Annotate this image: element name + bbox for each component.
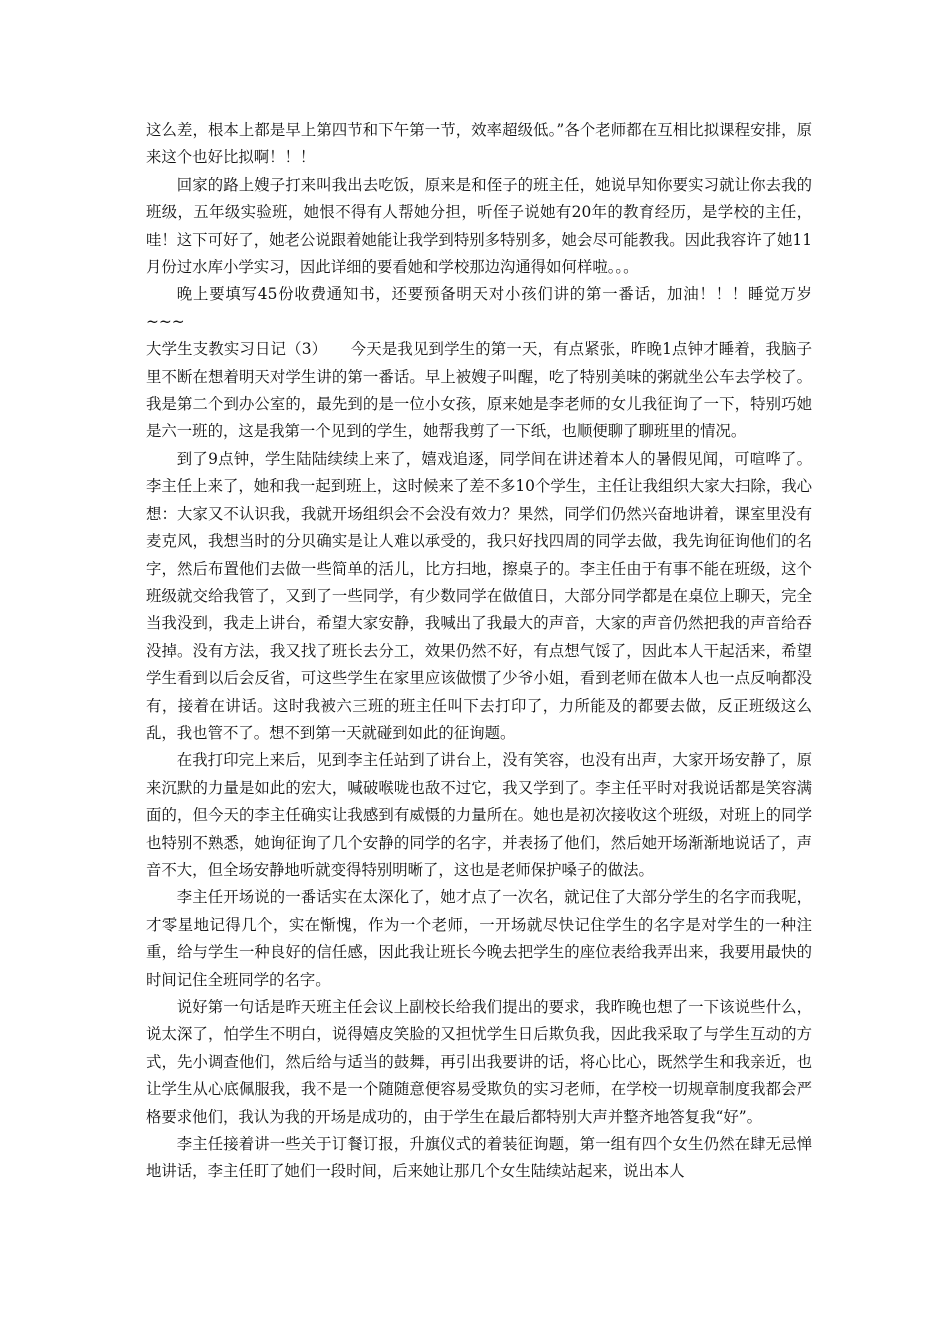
paragraph-2: 回家的路上嫂子打来叫我出去吃饭，原来是和侄子的班主任，她说早知你要实习就让你去我的班级，五年级实验班，她恨不得有人帮她分担，听侄子说她有20年的教育经历，是学校的主任，哇！这下可好了，她老公说跟着她能让我学到特别多特别多，她会尽可能教我。因此我容许了她11月份过水库小学实习，因此详细的要看她和学校那边沟通得如何样啦。。。 [146, 175, 812, 277]
paragraph-8: 说好第一句话是昨天班主任会议上副校长给我们提出的要求，我昨晚也想了一下该说些什么，说太深了，怕学生不明白，说得嬉皮笑脸的又担忧学生日后欺负我，因此我采取了与学生互动的方式，先小调查他们，然后给与适当的鼓舞，再引出我要讲的话，将心比心，既然学生和我亲近，也让学生从心底佩服我，我不是一个随随意便容易受欺负的实习老师，在学校一切规章制度我都会严格要求他们，我认为我的开场是成功的，由于学生在最后都特别大声并整齐地答复我“好”。 [146, 998, 812, 1126]
paragraph-7: 李主任开场说的一番话实在太深化了，她才点了一次名，就记住了大部分学生的名字而我呢，才零星地记得几个，实在惭愧，作为一个老师，一开场就尽快记住学生的名字是对学生的一种注重，给与学生一种良好的信任感，因此我让班长今晚去把学生的座位表给我弄出来，我要用最快的时间记住全班同学的名字。 [146, 888, 812, 989]
paragraph-4-diary-heading: 大学生支教实习日记（3） 今天是我见到学生的第一天，有点紧张，昨晚1点钟才睡着，我脑子里不断在想着明天对学生讲的第一番话。早上被嫂子叫醒，吃了特别美味的粥就坐公车去学校了。我是第二个到办公室的，最先到的是一位小女孩，原来她是李老师的女儿我征询了一下，特别巧她是六一班的，这是我第一个见到的学生，她帮我剪了一下纸，也顺便聊了聊班里的情况。 [146, 340, 812, 441]
paragraph-6: 在我打印完上来后，见到李主任站到了讲台上，没有笑容，也没有出声，大家开场安静了，原来沉默的力量是如此的宏大，喊破喉咙也敌不过它，我又学到了。李主任平时对我说话都是笑容满面的，但今天的李主任确实让我感到有威慑的力量所在。她也是初次接收这个班级，对班上的同学也特别不熟悉，她询征询了几个安静的同学的名字，并表扬了他们，然后她开场渐渐地说话了，声音不大，但全场安静地听就变得特别明晰了，这也是老师保护嗓子的做法。 [146, 751, 812, 879]
paragraph-1: 这么差，根本上都是早上第四节和下午第一节，效率超级低。”各个老师都在互相比拟课程安排，原来这个也好比拟啊！！！ [146, 121, 812, 167]
paragraph-9: 李主任接着讲一些关于订餐订报，升旗仪式的着装征询题，第一组有四个女生仍然在肆无忌惮地讲话，李主任盯了她们一段时间，后来她让那几个女生陆续站起来，说出本人 [146, 1135, 812, 1181]
document-body [146, 117, 812, 1186]
paragraph-5: 到了9点钟，学生陆陆续续上来了，嬉戏追逐，同学间在讲述着本人的暑假见闻，可喧哗了。李主任上来了，她和我一起到班上，这时候来了差不多10个学生，主任让我组织大家大扫除，我心想：大家又不认识我，我就开场组织会不会没有效力？果然，同学们仍然兴奋地讲着，课室里没有麦克风，我想当时的分贝确实是让人难以承受的，我只好找四周的同学去做，我先询征询他们的名字，然后布置他们去做一些简单的活儿，比方扫地，擦桌子的。李主任由于有事不能在班级，这个班级就交给我管了，又到了一些同学，有少数同学在做值日，大部分同学都是在桌位上聊天，完全当我没到，我走上讲台，希望大家安静，我喊出了我最大的声音，大家的声音仍然把我的声音给吞没掉。没有方法，我又找了班长去分工，效果仍然不好，有点想气馁了，因此本人干起活来，希望学生看到以后会反省，可这些学生在家里应该做惯了少爷小姐，看到老师在做本人也一点反响都没有，接着在讲话。这时我被六三班的班主任叫下去打印了，力所能及的都要去做，反正班级这么乱，我也管不了。想不到第一天就碰到如此的征询题。 [146, 449, 812, 742]
paragraph-3: 晚上要填写45份收费通知书，还要预备明天对小孩们讲的第一番话，加油！！！睡觉万岁~~~ [146, 285, 812, 331]
